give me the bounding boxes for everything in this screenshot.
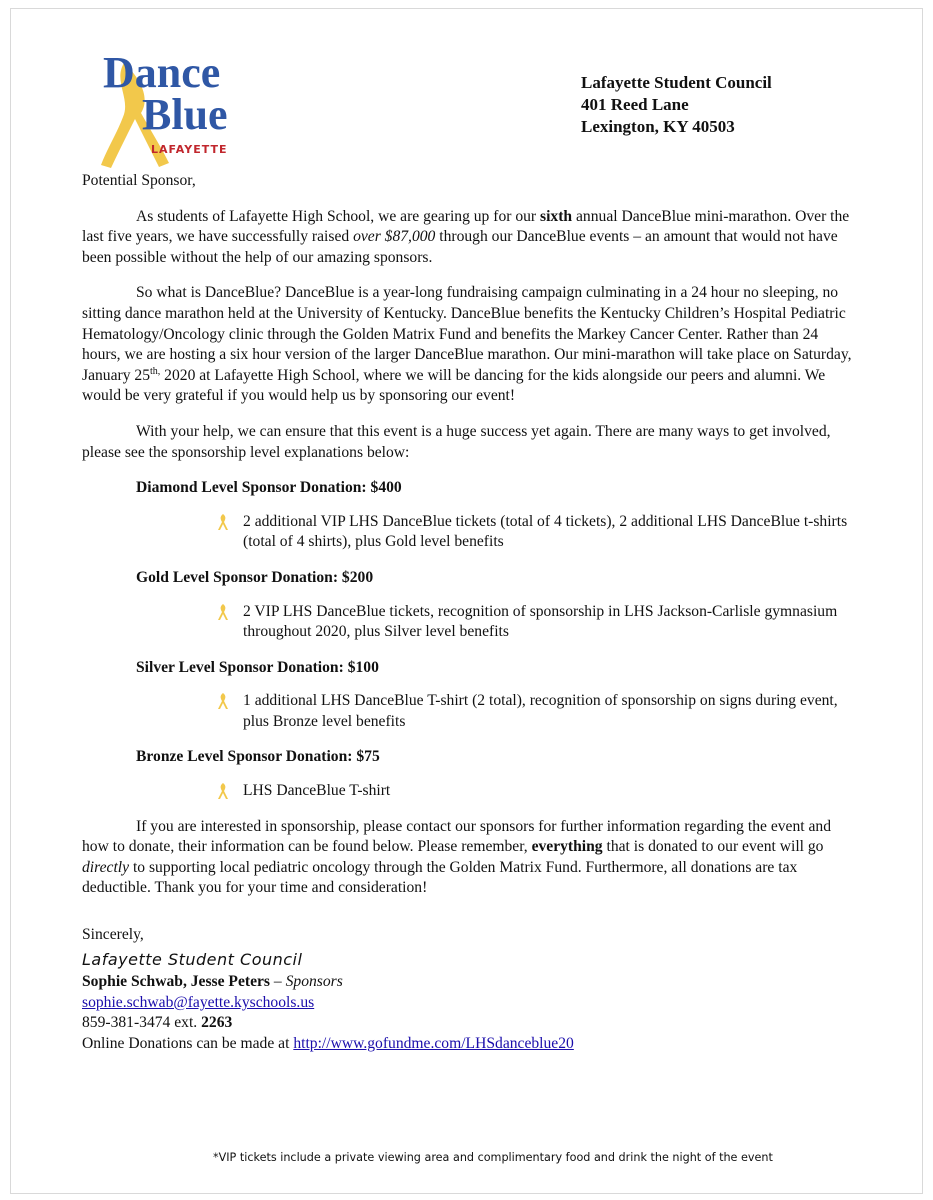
- p1-emphasis-amount: over $87,000: [353, 228, 436, 246]
- danceblue-logo: [97, 47, 257, 169]
- paragraph-contact: [82, 817, 852, 899]
- logo-word-lafayette: LAFAYETTE: [151, 143, 228, 156]
- salutation: Potential Sponsor,: [82, 172, 196, 189]
- phone-extension: 2263: [201, 1014, 233, 1032]
- ribbon-bullet-icon: [217, 514, 229, 530]
- address-org: Lafayette Student Council: [581, 73, 772, 92]
- benefit-text: 1 additional LHS DanceBlue T-shirt (2 total), recognition of sponsorship on signs during event, plus Bronze level benefits: [243, 692, 838, 730]
- level-benefit-bronze: [243, 781, 852, 802]
- level-title-diamond: Diamond Level Sponsor Donation: $400: [136, 479, 402, 497]
- paragraph-about: [82, 283, 852, 407]
- sponsorship-levels: [82, 478, 852, 802]
- address-street: 401 Reed Lane: [581, 95, 689, 114]
- benefit-text: 2 additional VIP LHS DanceBlue tickets (total of 4 tickets), 2 additional LHS DanceBlue t-shirts (total of 4 shirts), plus Gold level benefits: [243, 512, 848, 551]
- closing-block: [82, 925, 852, 1055]
- p4-text-e: to supporting local pediatric oncology through the Golden Matrix Fund. Furthermore, all donations are tax deductible. Thank you for your time and consideration!: [82, 858, 798, 897]
- paragraph-help: With your help, we can ensure that this event is a huge success yet again. There are many ways to get involved, please see the sponsorship level explanations below:: [82, 422, 831, 461]
- p4-emphasis-directly: directly: [82, 858, 130, 876]
- level-title-bronze: Bronze Level Sponsor Donation: $75: [136, 748, 380, 766]
- email-link[interactable]: sophie.schwab@fayette.kyschools.us: [82, 993, 315, 1011]
- online-donations-label: Online Donations can be made at: [82, 1035, 294, 1052]
- ribbon-logo-icon: [97, 47, 257, 169]
- logo-word-blue: Blue: [142, 90, 228, 139]
- gofundme-link[interactable]: http://www.gofundme.com/LHSdanceblue20: [293, 1035, 574, 1052]
- letter-body: [82, 171, 852, 1055]
- p1-text-c: annual DanceBlue mini-marathon. Over the last five years, we have successfully raised: [82, 207, 850, 246]
- ribbon-bullet-icon: [217, 783, 229, 799]
- p2-text-a: So what is DanceBlue? DanceBlue is a year-long fundraising campaign culminating in a 24 hour no sleeping, no sitting dance marathon held at the University of Kentucky. DanceBlue benefits the Kentucky Children’s Hospital Pediatric Hematology/Oncology clinic through the Golden Matrix Fund and benefits the Markey Cancer Center. Rather than 24 hours, we are hosting a six hour version of the larger DanceBlue marathon. Our mini-marathon will take place on Saturday, January 25: [82, 284, 852, 384]
- level-title-gold: Gold Level Sponsor Donation: $200: [136, 568, 374, 586]
- p2-text-b: 2020 at Lafayette High School, where we will be dancing for the kids alongside our peers and alumni. We would be very grateful if you would help us by sponsoring our event!: [82, 366, 826, 405]
- phone-number: 859-381-3474 ext.: [82, 1014, 202, 1032]
- ribbon-bullet-icon: [217, 604, 229, 620]
- benefit-text: LHS DanceBlue T-shirt: [243, 782, 391, 800]
- level-benefit-gold: [243, 602, 852, 643]
- ribbon-bullet-icon: [217, 693, 229, 709]
- p1-text-e: through our DanceBlue events – an amount that would not have been possible without the help of our amazing sponsors.: [82, 228, 838, 266]
- p1-emphasis-sixth: sixth: [540, 207, 573, 225]
- p4-text-a: If you are interested in sponsorship, please contact our sponsors for further information regarding the event and how to donate, their information can be found below. Please remember,: [82, 817, 832, 856]
- p1-text-a: As students of Lafayette High School, we are gearing up for our: [136, 207, 541, 225]
- p2-superscript: th,: [150, 365, 161, 377]
- p4-text-c: that is donated to our event will go: [602, 838, 824, 856]
- level-benefit-silver: [243, 691, 852, 732]
- logo-word-dance: Dance: [103, 48, 221, 97]
- vip-footnote: *VIP tickets include a private viewing area and complimentary food and drink the night of the event: [213, 1151, 773, 1164]
- signature: Lafayette Student Council: [82, 949, 303, 969]
- benefit-text: 2 VIP LHS DanceBlue tickets, recognition of sponsorship in LHS Jackson-Carlisle gymnasium throughout 2020, plus Silver level benefits: [243, 602, 838, 641]
- sponsor-role: – Sponsors: [270, 973, 343, 991]
- sponsor-names: Sophie Schwab, Jesse Peters: [82, 973, 270, 991]
- address-city: Lexington, KY 40503: [581, 117, 735, 136]
- level-title-silver: Silver Level Sponsor Donation: $100: [136, 658, 379, 676]
- paragraph-intro: [82, 207, 852, 269]
- closing-sincerely: Sincerely,: [82, 926, 144, 944]
- level-benefit-diamond: [243, 512, 852, 553]
- p4-emphasis-everything: everything: [531, 838, 603, 856]
- return-address: [581, 72, 772, 138]
- phone-line: [82, 1013, 852, 1034]
- online-donations-line: [82, 1034, 852, 1055]
- sponsor-names-line: [82, 972, 852, 993]
- email-line: [82, 993, 852, 1014]
